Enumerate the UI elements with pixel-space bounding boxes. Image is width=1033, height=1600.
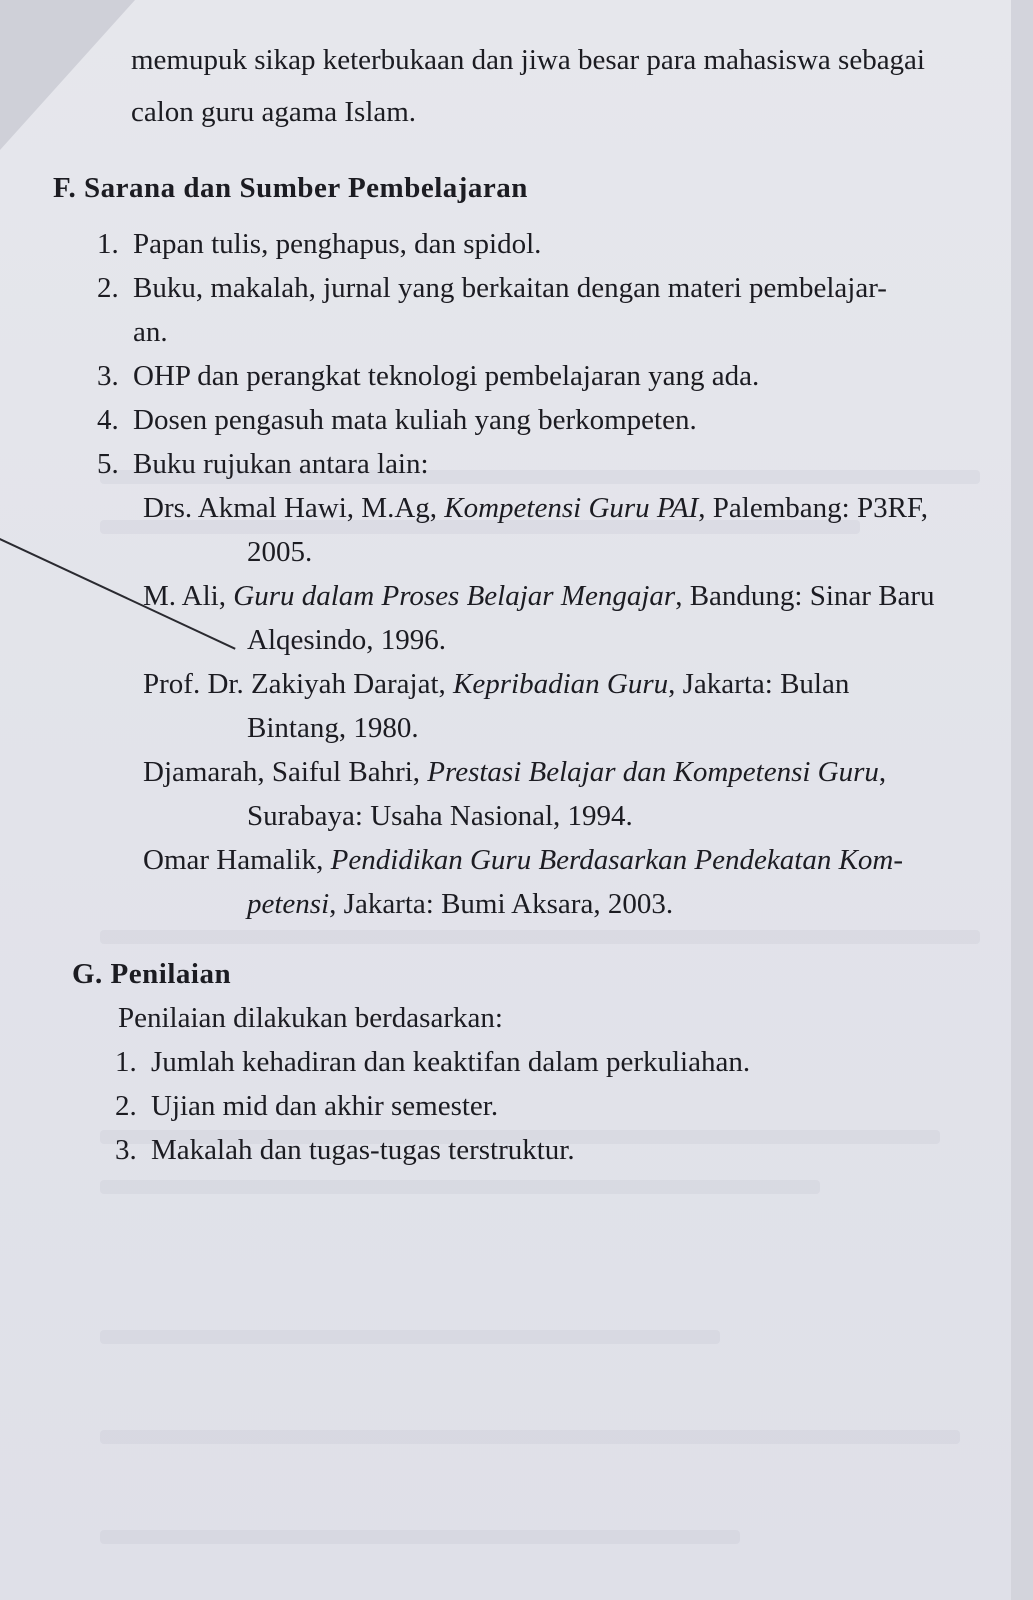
bleed-through-line: [100, 1530, 740, 1544]
page-edge-shadow: [1011, 0, 1033, 1600]
item-text: Ujian mid dan akhir semester.: [151, 1090, 499, 1122]
reference-entry: [143, 668, 849, 701]
item-number: 3.: [115, 1134, 137, 1166]
reference-continuation: Surabaya: Usaha Nasional, 1994.: [247, 800, 633, 832]
item-text: Jumlah kehadiran dan keaktifan dalam perkuliahan.: [151, 1046, 751, 1078]
reference-author: M. Ali,: [143, 580, 234, 612]
reference-author: Omar Hamalik,: [143, 844, 331, 876]
list-item: [97, 228, 541, 261]
reference-publisher: , Bandung: Sinar Baru: [675, 580, 935, 612]
list-item: [115, 1134, 575, 1167]
bleed-through-line: [100, 1430, 960, 1444]
list-item: [115, 1046, 750, 1079]
reference-author: Prof. Dr. Zakiyah Darajat,: [143, 668, 454, 700]
list-item: [97, 272, 887, 305]
item-continuation: an.: [133, 316, 168, 348]
reference-entry: [143, 756, 886, 789]
reference-title: Kompetensi Guru PAI: [444, 492, 699, 524]
reference-title-continuation: petensi: [247, 888, 330, 920]
item-text: OHP dan perangkat teknologi pembelajaran yang ada.: [133, 360, 760, 392]
bleed-through-line: [100, 1330, 720, 1344]
bleed-through-line: [100, 930, 980, 944]
reference-publisher: , Jakarta: Bulan: [668, 668, 850, 700]
item-number: 2.: [97, 272, 119, 304]
item-number: 1.: [97, 228, 119, 260]
item-text: Buku, makalah, jurnal yang berkaitan dengan materi pembelajar-: [133, 272, 887, 304]
reference-title: Kepribadian Guru: [453, 668, 669, 700]
item-text: Papan tulis, penghapus, dan spidol.: [133, 228, 542, 260]
item-number: 3.: [97, 360, 119, 392]
reference-publisher: , Jakarta: Bumi Aksara, 2003.: [329, 888, 674, 920]
reference-title: Guru dalam Proses Belajar Mengajar: [233, 580, 676, 612]
list-item: [115, 1090, 498, 1123]
reference-continuation: Alqesindo, 1996.: [247, 624, 446, 656]
section-f-heading: F. Sarana dan Sumber Pembelajaran: [53, 172, 528, 204]
item-number: 2.: [115, 1090, 137, 1122]
intro-line-1: memupuk sikap keterbukaan dan jiwa besar para mahasiswa sebagai: [131, 44, 925, 76]
bleed-through-line: [100, 1180, 820, 1194]
reference-continuation: 2005.: [247, 536, 313, 568]
item-number: 4.: [97, 404, 119, 436]
reference-entry: [143, 580, 935, 613]
intro-line-2: calon guru agama Islam.: [131, 96, 417, 128]
reference-continuation: Bintang, 1980.: [247, 712, 419, 744]
item-text: Buku rujukan antara lain:: [133, 448, 429, 480]
folded-corner: [0, 0, 135, 150]
section-g-heading: G. Penilaian: [72, 958, 232, 990]
reference-author: Drs. Akmal Hawi, M.Ag,: [143, 492, 445, 524]
item-text: Dosen pengasuh mata kuliah yang berkompeten.: [133, 404, 697, 436]
list-item: [97, 448, 429, 481]
reference-publisher: , Palembang: P3RF,: [698, 492, 928, 524]
section-g-intro: Penilaian dilakukan berdasarkan:: [118, 1002, 503, 1034]
item-number: 5.: [97, 448, 119, 480]
reference-publisher: ,: [878, 756, 887, 788]
reference-entry: [143, 492, 928, 525]
list-item: [97, 360, 759, 393]
reference-title: Pendidikan Guru Berdasarkan Pendekatan Kom-: [330, 844, 904, 876]
item-number: 1.: [115, 1046, 137, 1078]
reference-title: Prestasi Belajar dan Kompetensi Guru: [427, 756, 879, 788]
reference-continuation: [247, 888, 673, 921]
item-text: Makalah dan tugas-tugas terstruktur.: [151, 1134, 575, 1166]
reference-author: Djamarah, Saiful Bahri,: [143, 756, 428, 788]
list-item: [97, 404, 697, 437]
reference-entry: [143, 844, 903, 877]
